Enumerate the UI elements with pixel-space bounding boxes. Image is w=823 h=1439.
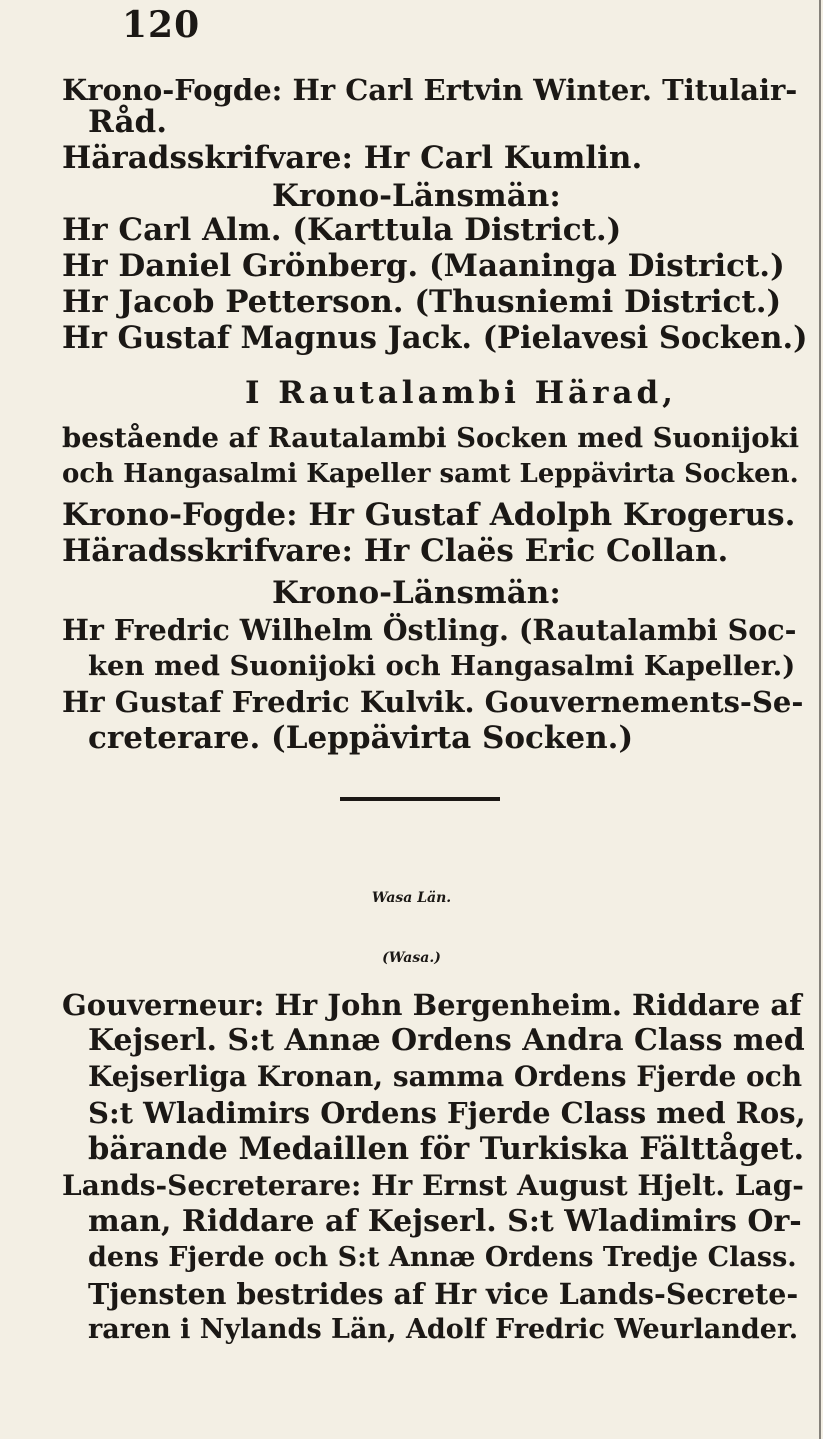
text-line-8: Hr Gustaf Magnus Jack. (Pielavesi Socken.) <box>62 320 808 356</box>
text-line-25: bärande Medaillen för Turkiska Fälttåget. <box>88 1131 805 1167</box>
text-line-26: Lands-Secreterare: Hr Ernst August Hjelt. Lag- <box>62 1169 804 1202</box>
text-line-3: Häradsskrifvare: Hr Carl Kumlin. <box>62 140 643 176</box>
text-line-21: Gouverneur: Hr John Bergenheim. Riddare af <box>62 988 802 1022</box>
text-line-22: Kejserl. S:t Annæ Ordens Andra Class med <box>88 1023 805 1058</box>
page-edge-line <box>819 0 821 1439</box>
section-title-wasa-lan: Wasa Län. <box>371 890 452 906</box>
text-line-6: Hr Daniel Grönberg. (Maaninga District.) <box>62 248 785 284</box>
section-heading-rautalambi-harad: I Rautalambi Härad, <box>245 375 677 411</box>
text-line-24: S:t Wladimirs Ordens Fjerde Class med Ros, <box>88 1096 806 1130</box>
text-line-18: creterare. (Leppävirta Socken.) <box>88 720 634 756</box>
text-line-13: Häradsskrifvare: Hr Claës Eric Collan. <box>62 533 729 569</box>
section-heading-krono-lansman-2: Krono-Länsmän: <box>272 575 561 611</box>
text-line-5: Hr Carl Alm. (Karttula District.) <box>62 212 622 248</box>
section-divider-rule <box>340 797 500 801</box>
text-line-2: Råd. <box>88 104 168 140</box>
section-heading-krono-lansman-1: Krono-Länsmän: <box>272 178 561 214</box>
page-number: 120 <box>122 4 201 46</box>
text-line-17: Hr Gustaf Fredric Kulvik. Gouvernements-Se- <box>62 685 804 719</box>
text-line-12: Krono-Fogde: Hr Gustaf Adolph Krogerus. <box>62 497 796 533</box>
text-line-27: man, Riddare af Kejserl. S:t Wladimirs Or- <box>88 1204 802 1239</box>
text-line-7: Hr Jacob Petterson. (Thusniemi District.) <box>62 284 782 320</box>
text-line-30: raren i Nylands Län, Adolf Fredric Weurlander. <box>88 1314 799 1345</box>
text-line-29: Tjensten bestrides af Hr vice Lands-Secrete- <box>88 1277 799 1311</box>
text-line-1: Krono-Fogde: Hr Carl Ertvin Winter. Titulair- <box>62 73 798 107</box>
text-line-28: dens Fjerde och S:t Annæ Ordens Tredje Class. <box>88 1242 797 1273</box>
text-line-15: Hr Fredric Wilhelm Östling. (Rautalambi Soc- <box>62 613 797 647</box>
text-line-11: och Hangasalmi Kapeller samt Leppävirta Socken. <box>62 459 799 489</box>
text-line-10: bestående af Rautalambi Socken med Suonijoki <box>62 422 800 454</box>
section-subtitle-wasa: (Wasa.) <box>382 950 441 966</box>
text-line-23: Kejserliga Kronan, samma Ordens Fjerde och <box>88 1060 803 1093</box>
text-line-16: ken med Suonijoki och Hangasalmi Kapeller.) <box>88 650 796 682</box>
